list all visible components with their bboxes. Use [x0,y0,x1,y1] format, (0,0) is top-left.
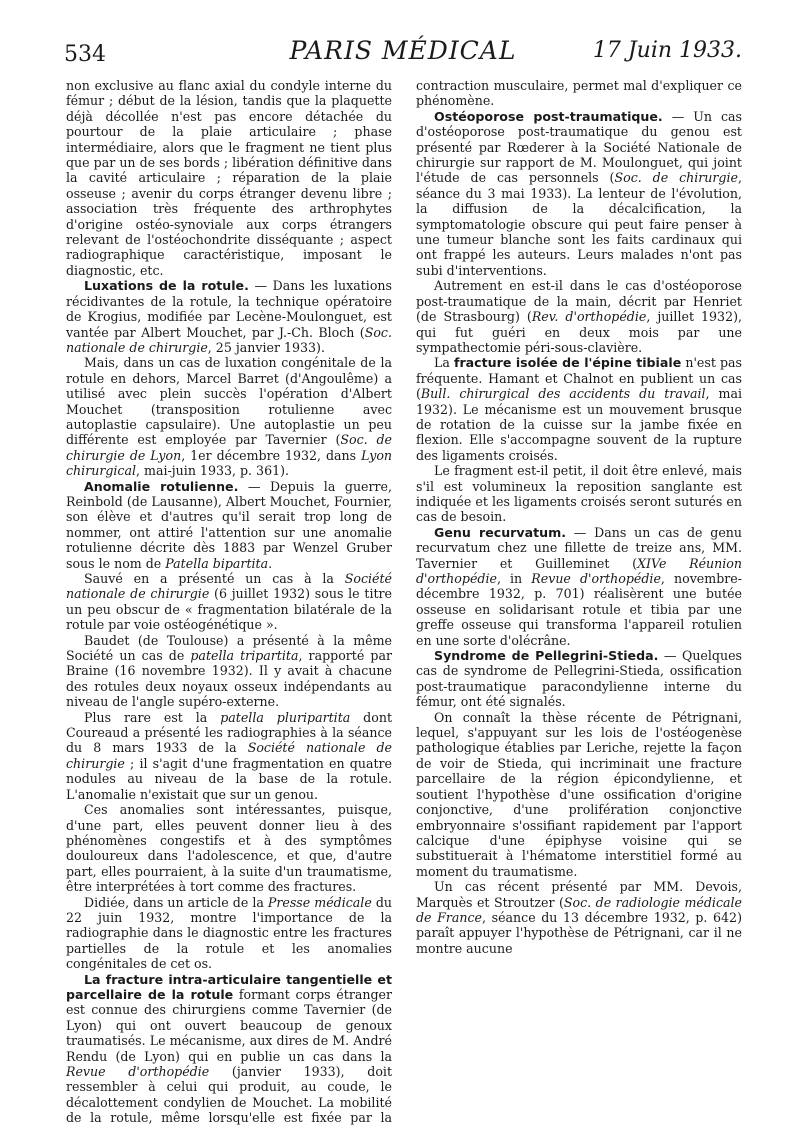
citation-text: Soc. de radiologie médicale de France [416,894,742,925]
body-text: Un cas récent présenté par MM. Devois, Marquès et Stroutzer ( [416,879,742,910]
body-text: Sauvé en a présenté un cas à la [84,571,345,586]
paragraph-p4 [66,479,392,571]
body-text: , séance du 13 décembre 1932, p. 642) paraît appuyer l'hypothèse de Pétrignani, car il ne montre aucune [416,909,742,956]
citation-text: Revue d'orthopédie [66,1064,210,1079]
body-text: , 25 janvier 1933). [207,339,325,355]
citation-text: XIVe Réunion d'orthopédie [416,555,743,586]
section-heading: Anomalie rotulienne. [84,478,239,494]
paragraph-p12 [416,278,742,355]
body-text: non exclusive au flanc axial du condyle interne du fémur ; début de la lésion, tandis que la plaquette déjà décollée n'est pas encore détachée du pourtour de la plaie articulaire ; phase intermédiaire, alors que le fragment ne tient plus que par un de ses bords ; libération définitive dans la cavité articulaire ; réparation de la plaie osseuse ; avenir du corps étranger devenu libre ; association très fréquente des arthrophytes d'origine ostéo-synoviale aux corps étrangers relevant de l'ostéochondrite disséquante ; aspect radiographique caractéristique, imposant le diagnostic, etc. [66,78,392,278]
issue-date: 17 Juin 1933. [592,38,742,63]
citation-text: Revue d'orthopédie [531,571,661,586]
paragraph-p7 [66,710,392,802]
body-text: dont Coureaud a présenté les radiographies à la séance du 8 mars 1933 de la [66,709,393,756]
body-text: , novembre-décembre 1932, p. 701) réalisèrent une butée osseuse en solidarisant rotule et tibia par une greffe osseuse qui transforma l'appareil rotulien en une sorte d'olécrâne. [416,571,742,648]
section-heading: La fracture intra-articulaire tangentielle et parcellaire de la rotule [66,971,392,1002]
section-heading: Ostéoporose post-traumatique. [434,108,663,124]
body-text: Le fragment est-il petit, il doit être enlevé, mais s'il est volumineux la reposition sanglante est indiquée et les ligaments croisés seront suturés en cas de besoin. [416,463,742,525]
paragraph-p3 [66,355,392,478]
citation-text: Patella bipartita [165,555,269,571]
citation-text: Société nationale de chirurgie [66,740,393,771]
body-text: , juillet 1932), qui fut guéri en deux mois par une sympathectomie péri-sous-clavière. [416,309,742,355]
citation-text: Soc. de chirurgie de Lyon [66,432,392,463]
body-text: Autrement en est-il dans le cas d'ostéoporose post-traumatique de la main, décrit par Henriet (de Strasbourg) ( [416,278,742,325]
paragraph-p6 [66,633,392,710]
body-text: ; il s'agit d'une fragmentation en quatre nodules au niveau de la base de la rotule. L'anomalie n'existait que sur un genou. [66,755,392,802]
paragraph-p16 [416,648,742,710]
body-text: La [434,355,454,371]
article-body [66,78,742,1128]
section-heading: fracture isolée de l'épine tibiale [453,355,682,371]
citation-text: Société nationale de chirurgie [66,571,392,602]
body-text: Baudet (de Toulouse) a présenté à la même Société un cas de [66,632,392,664]
body-text: , mai-juin 1933, p. 361). [136,463,290,479]
body-text: , in [496,571,532,586]
body-text: — Dans les luxations récidivantes de la rotule, la technique opératoire de Krogius, modifiée par Lecène-Moulonguet, est vantée par Albert Mouchet, par J.-Ch. Bloch ( [66,278,392,340]
running-header [64,30,742,70]
paragraph-p11 [416,109,742,278]
paragraph-p2 [66,278,392,355]
paragraph-p14 [416,463,742,525]
section-heading: Genu recurvatum. [434,524,566,540]
paragraph-p9 [66,895,392,972]
page-number: 534 [64,42,106,67]
body-text: (6 juillet 1932) sous le titre un peu obscur de « fragmentation bilatérale de la rotule par voie ostéogénétique ». [66,586,393,633]
body-text: , mai 1932). Le mécanisme est un mouvement brusque de rotation de la cuisse sur la jambe fixée en flexion. Elle s'accompagne souvent de la rupture des ligaments croisés. [416,386,742,463]
paragraph-p18 [416,879,742,956]
section-heading: Syndrome de Pellegrini-Stieda. [434,648,659,664]
body-text: n'est pas fréquente. Hamant et Chalnot en publient un cas ( [416,355,743,402]
body-text: — Quelques cas de syndrome de Pellegrini-Stieda, ossification post-traumatique paracondylienne interne du fémur, ont été signalés. [416,648,742,710]
citation-text: Bull. chirurgical des accidents du travail [420,386,706,402]
paragraph-p5 [66,571,392,633]
paragraph-p8 [66,802,392,894]
paragraph-p17 [416,710,742,879]
body-text: . [268,555,273,571]
citation-text: Lyon chirurgical [66,447,393,479]
citation-text: Soc. de chirurgie [614,170,738,186]
citation-text: patella pluripartita [220,709,351,725]
body-text: formant corps étranger est connue des chirurgiens comme Tavernier (de Lyon) qui ont ouvert beaucoup de genoux traumatisés. Le mécanisme, aux dires de M. André Rendu (de Lyon) qui en publie un cas dans la [66,986,392,1064]
paragraph-p1 [66,78,392,278]
body-text: (janvier 1933), doit ressembler à celui qui produit, au coude, le décalottement condylien de Mouchet. La mobilité de la rotule, même lorsqu'elle est fixée par la contraction musculaire, permet mal d'expliquer ce phénomène. [66,78,742,1126]
body-text: du 22 juin 1932, montre l'importance de la radiographie dans le diagnostic entre les fractures partielles de la rotule et les anomalies congénitales de cet os. [66,894,392,972]
citation-text: patella tripartita [190,648,299,664]
body-text: Mais, dans un cas de luxation congénitale de la rotule en dehors, Marcel Barret (d'Angoulême) a utilisé avec plein succès l'opération d'Albert Mouchet (transposition rotulienne avec autoplastie capsulaire). Une autoplastie un peu différente est employée par Tavernier ( [66,355,392,448]
body-text: — Un cas d'ostéoporose post-traumatique du genou est présenté par Rœderer à la Société Nationale de chirurgie sur rapport de M. Moulonguet, qui joint l'étude de cas personnels ( [416,108,742,186]
body-text: , rapporté par Braine (16 novembre 1932). Il y avait à chacune des rotules deux noyaux osseux indépendants au niveau de l'angle supéro-externe. [66,648,393,710]
journal-title: PARIS MÉDICAL [289,36,517,65]
citation-text: Rev. d'orthopédie [531,309,647,325]
body-text: Ces anomalies sont intéressantes, puisque, d'une part, elles peuvent donner lieu à des phénomènes congestifs et à des symptômes douloureux dans l'adolescence, et que, d'autre part, elles pourraient, à la suite d'un traumatisme, être interprétées à tort comme des fractures. [66,802,392,895]
paragraph-p13 [416,355,742,463]
body-text: , 1er décembre 1932, dans [181,447,362,463]
body-text: Plus rare est la [84,709,221,725]
body-text: — Dans un cas de genu recurvatum chez une fillette de treize ans, MM. Tavernier et Guilleminet ( [416,524,742,571]
citation-text: Presse médicale [267,894,372,910]
body-text: , séance du 3 mai 1933). La lenteur de l'évolution, la diffusion de la décalcification, la symptomatologie obscure qui peut faire penser à une tumeur blanche sont les faits cardinaux qui ont frappé les auteurs. Leurs malades n'ont pas subi d'interventions. [416,170,742,278]
body-text: — Depuis la guerre, Reinbold (de Lausanne), Albert Mouchet, Fournier, son élève et d'autres qu'il serait trop long de nommer, ont attiré l'attention sur une anomalie rotulienne décrite dès 1883 par Wenzel Gruber sous le nom de [66,478,393,571]
citation-text: Soc. nationale de chirurgie [66,324,392,355]
section-heading: Luxations de la rotule. [84,278,249,294]
body-text: On connaît la thèse récente de Pétrignani, lequel, s'appuyant sur les lois de l'ostéogenèse pathologique établies par Leriche, rejette la façon de voir de Stieda, qui incriminait une fracture parcellaire de la région épicondylienne, et soutient l'hypothèse d'une ossification d'origine conjonctive, d'une prolifération conjonctive embryonnaire s'ossifiant rapidement par l'apport calcique d'une épiphyse voisine qui se substituerait à l'hématome interstitiel formé au moment du traumatisme. [416,709,742,879]
paragraph-p15 [416,525,742,648]
body-text: Didiée, dans un article de la [84,894,268,910]
